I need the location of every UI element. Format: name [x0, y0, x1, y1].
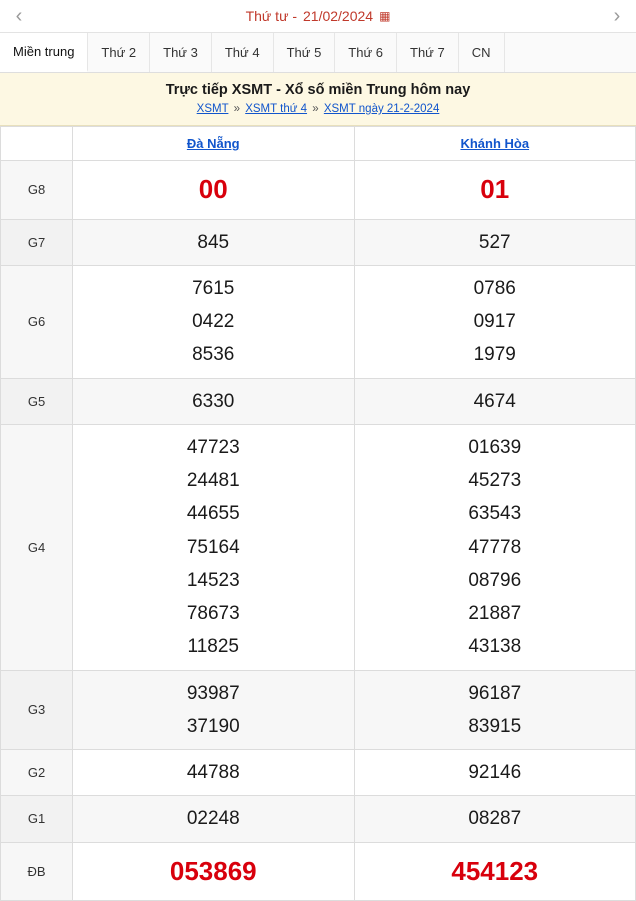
weekday-label: Thứ tư - — [245, 8, 297, 24]
prize-number: 44655 — [186, 503, 240, 525]
table-row — [1, 842, 636, 901]
table-corner-cell — [1, 127, 73, 161]
prize-number: 83915 — [468, 715, 522, 737]
prize-number: 0786 — [473, 277, 516, 299]
prize-values-g7-da-nang: 845 — [73, 219, 355, 265]
prize-number: 0917 — [473, 311, 516, 332]
table-row — [1, 796, 636, 842]
breadcrumb-link-xsmt-thu-4[interactable]: XSMT thứ 4 — [245, 103, 308, 115]
breadcrumb-link-xsmt[interactable]: XSMT — [196, 103, 229, 115]
prize-values-db-khanh-hoa: 454123 — [354, 842, 636, 901]
prize-values-g4-khanh-hoa — [354, 424, 636, 670]
prize-number: 0422 — [192, 311, 235, 332]
prize-number: 7615 — [192, 277, 235, 299]
date-label: 21/02/2024 — [303, 8, 374, 24]
prize-values-g6-khanh-hoa — [354, 265, 636, 378]
prize-label-g3: G3 — [1, 670, 73, 750]
tab-mien-trung[interactable]: Miền trung — [0, 33, 88, 72]
date-navigation-bar — [0, 0, 636, 33]
prize-label-g8: G8 — [1, 161, 73, 220]
table-row — [1, 378, 636, 424]
prize-values-g6-da-nang — [73, 265, 355, 378]
tab-thu-4[interactable]: Thứ 4 — [212, 33, 274, 72]
tab-thu-6[interactable]: Thứ 6 — [335, 33, 397, 72]
prize-label-g5: G5 — [1, 378, 73, 424]
prize-values-g3-khanh-hoa — [354, 670, 636, 750]
tab-thu-5[interactable]: Thứ 5 — [274, 33, 336, 72]
calendar-icon[interactable]: ▦ — [379, 9, 391, 23]
prize-number: 37190 — [186, 715, 240, 737]
prize-number: 45273 — [468, 470, 522, 491]
prize-number: 14523 — [186, 569, 240, 591]
tab-thu-7[interactable]: Thứ 7 — [397, 33, 459, 72]
prize-values-g2-da-nang: 44788 — [73, 750, 355, 796]
prize-values-g8-da-nang: 00 — [73, 161, 355, 220]
province-header-khanh-hoa[interactable]: Khánh Hòa — [354, 127, 636, 161]
tab-thu-3[interactable]: Thứ 3 — [150, 33, 212, 72]
tab-cn[interactable]: CN — [459, 33, 505, 72]
prize-values-g3-da-nang — [73, 670, 355, 750]
prize-values-g1-da-nang: 02248 — [73, 796, 355, 842]
province-header-da-nang[interactable]: Đà Nẵng — [73, 127, 355, 161]
prize-values-g7-khanh-hoa: 527 — [354, 219, 636, 265]
prize-number: 47778 — [468, 536, 522, 558]
tab-thu-2[interactable]: Thứ 2 — [88, 33, 150, 72]
prize-label-g7: G7 — [1, 219, 73, 265]
prize-label-g6: G6 — [1, 265, 73, 378]
prize-number: 24481 — [186, 470, 240, 491]
prize-number: 63543 — [468, 503, 522, 525]
prize-values-g8-khanh-hoa: 01 — [354, 161, 636, 220]
day-tabs — [0, 33, 636, 73]
prize-number: 96187 — [468, 682, 522, 704]
prize-label-db: ĐB — [1, 842, 73, 901]
prize-number: 21887 — [468, 603, 522, 624]
current-date-display[interactable] — [246, 8, 391, 24]
prize-number: 08796 — [468, 569, 522, 591]
prize-number: 01639 — [468, 436, 522, 458]
prize-values-g1-khanh-hoa: 08287 — [354, 796, 636, 842]
prize-values-g2-khanh-hoa: 92146 — [354, 750, 636, 796]
prize-number: 1979 — [473, 344, 516, 366]
prize-values-g5-da-nang: 6330 — [73, 378, 355, 424]
prize-number: 8536 — [192, 344, 235, 366]
breadcrumb-separator-2: » — [312, 103, 319, 115]
table-row — [1, 219, 636, 265]
title-block — [0, 73, 636, 126]
prize-label-g1: G1 — [1, 796, 73, 842]
lottery-results-table — [0, 126, 636, 901]
prize-number: 11825 — [187, 636, 239, 658]
prize-label-g4: G4 — [1, 424, 73, 670]
previous-day-button[interactable]: ‹ — [15, 5, 23, 27]
table-header-row — [1, 127, 636, 161]
table-row — [1, 161, 636, 220]
breadcrumb-separator-1: » — [233, 103, 241, 115]
prize-number: 93987 — [186, 682, 240, 704]
breadcrumb — [0, 103, 636, 115]
table-row — [1, 670, 636, 750]
prize-number: 78673 — [186, 603, 240, 624]
table-row — [1, 424, 636, 670]
prize-number: 43138 — [468, 636, 522, 658]
table-row — [1, 265, 636, 378]
next-day-button[interactable]: › — [613, 5, 621, 27]
prize-label-g2: G2 — [1, 750, 73, 796]
breadcrumb-link-xsmt-date[interactable]: XSMT ngày 21-2-2024 — [323, 103, 440, 115]
prize-values-g4-da-nang — [73, 424, 355, 670]
page-title: Trực tiếp XSMT - Xổ số miền Trung hôm nay — [165, 82, 471, 98]
prize-values-g5-khanh-hoa: 4674 — [354, 378, 636, 424]
prize-number: 75164 — [186, 536, 240, 558]
prize-number: 47723 — [186, 436, 240, 458]
table-row — [1, 750, 636, 796]
prize-values-db-da-nang: 053869 — [73, 842, 355, 901]
